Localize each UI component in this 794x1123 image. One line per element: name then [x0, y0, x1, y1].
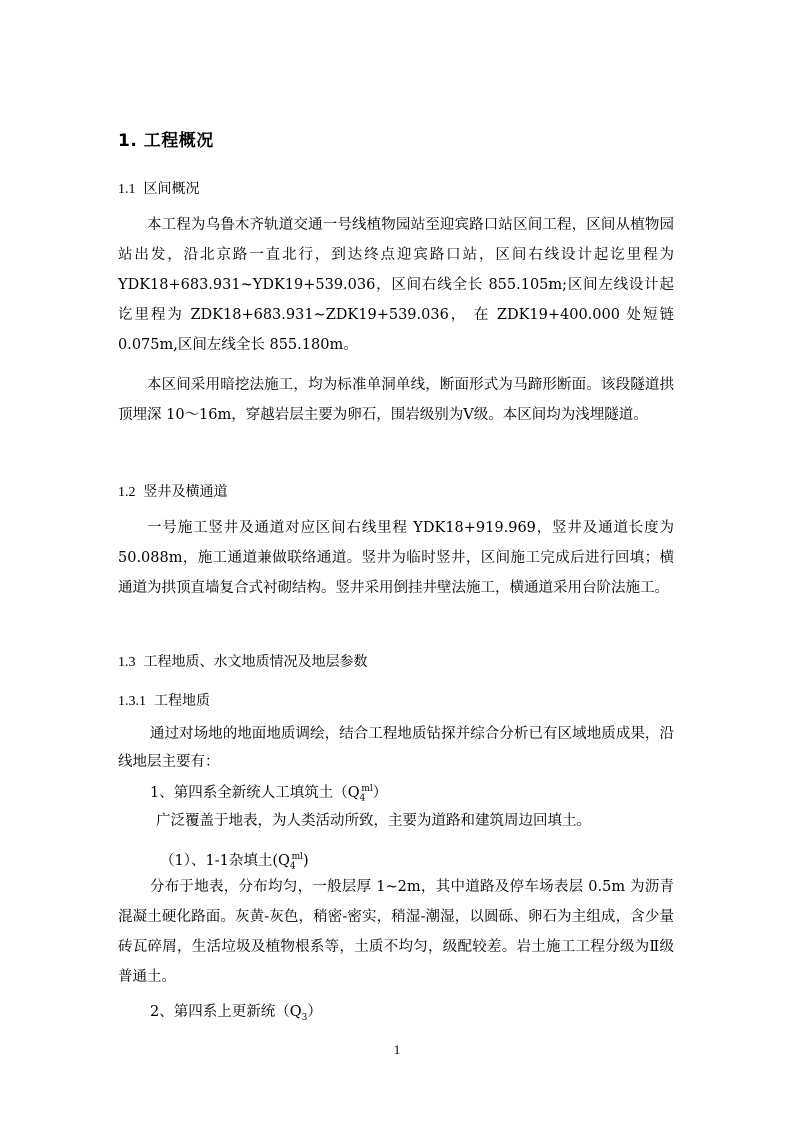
page-number: 1: [393, 1042, 401, 1057]
subsection-title: 工程地质、水文地质情况及地层参数: [143, 654, 368, 670]
list-item-text: 1、第四系全新统人工填筑土（Q: [150, 784, 360, 801]
subsection-heading: [118, 651, 368, 671]
list-item-text: （1）、1-1杂填土(Q: [160, 852, 290, 869]
list-item-close: ）: [372, 784, 388, 801]
subsection-number: 1.3: [118, 655, 136, 670]
list-item-close: ): [303, 852, 309, 869]
list-item-close: ）: [307, 1004, 322, 1020]
subsection-heading: [118, 178, 200, 198]
section-heading: 1. 工程概况: [118, 131, 214, 151]
subscript: 4: [359, 793, 366, 804]
paragraph: 广泛覆盖于地表，为人类活动所致，主要为道路和建筑周边回填土。: [156, 813, 591, 829]
paragraph: 分布于地表，分布均匀，一般层厚 1~2m，其中道路及停车场表层 0.5m 为沥青混凝土硬化路面。灰黄-灰色，稍密-密实，稍湿-潮湿，以圆砾、卵石为主组成，含少量砖瓦碎屑，生活垃圾及植物根系等，土质不均匀，级配较差。岩土施工工程分级为Ⅱ级普通土。: [118, 879, 674, 985]
paragraph: 一号施工竖井及通道对应区间右线里程 YDK18+919.969，竖井及通道长度为 50.088m，施工通道兼做联络通道。竖井为临时竖井，区间施工完成后进行回填；横通道为拱顶直墙复合式衬砌结构。竖井采用倒挂井壁法施工，横通道采用台阶法施工。: [118, 520, 674, 596]
subscript: 4: [289, 861, 296, 872]
subsection-title: 区间概况: [143, 181, 200, 197]
subsection-number: 1.1: [118, 182, 136, 197]
paragraph: 通过对场地的地面地质调绘，结合工程地质钻探并综合分析已有区域地质成果，沿线地层主要有：: [118, 726, 674, 770]
subsubsection-heading: [118, 690, 210, 710]
subsection-heading: [118, 481, 228, 501]
subsection-title: 竖井及横通道: [143, 484, 228, 500]
superscript: ml: [291, 852, 304, 862]
paragraph: 本工程为乌鲁木齐轨道交通一号线植物园站至迎宾路口站区间工程，区间从植物园站出发，沿北京路一直北行，到达终点迎宾路口站，区间右线设计起讫里程为 YDK18+683.931~YDK19+539.036，区间右线全长 855.105m;区间左线设计起讫里程为 ZDK18+683.931~ZDK19+539.036， 在 ZDK19+400.000 处短链 0.075m,区间左线全长 855.180m。: [118, 217, 674, 353]
subsection-number: 1.2: [118, 485, 136, 500]
paragraph: 本区间采用暗挖法施工，均为标准单洞单线，断面形式为马蹄形断面。该段隧道拱顶埋深 10～16m，穿越岩层主要为卵石，围岩级别为Ⅴ级。本区间均为浅埋隧道。: [118, 377, 674, 423]
list-item: [118, 997, 706, 1033]
subscript: 3: [301, 1012, 308, 1023]
subsubsection-number: 1.3.1: [118, 694, 146, 709]
subsubsection-title: 工程地质: [154, 693, 210, 709]
superscript: ml: [361, 784, 373, 794]
list-item-text: 2、第四系上更新统（Q: [150, 1004, 302, 1020]
